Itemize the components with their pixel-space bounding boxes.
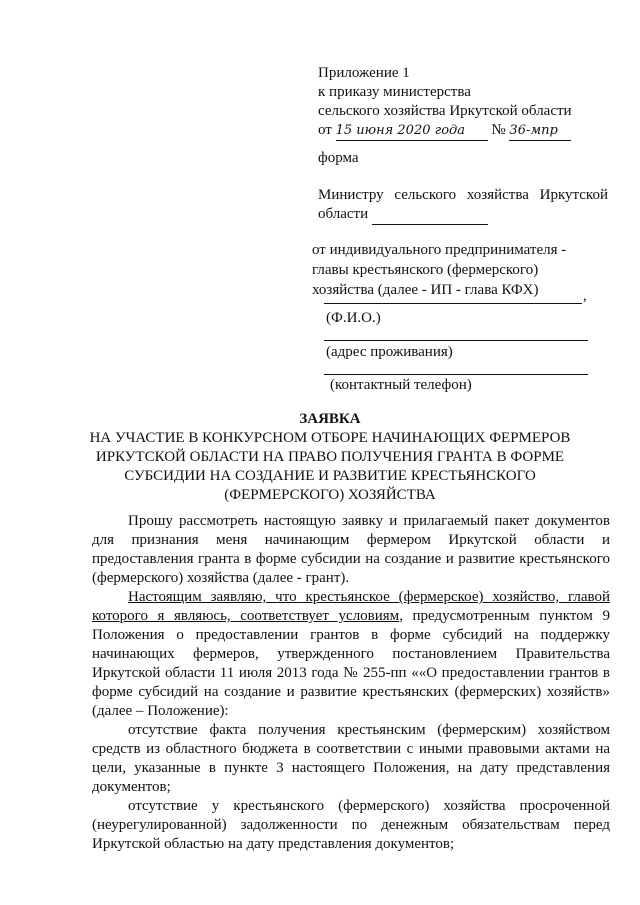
- addressee-region: области: [318, 206, 369, 222]
- document-title: [60, 410, 600, 505]
- from-line3: хозяйства (далее - ИП - глава КФХ): [312, 282, 539, 298]
- fio-comma: ,: [583, 288, 587, 304]
- paragraph-request: Прошу рассмотреть настоящую заявку и прилагаемый пакет документов для признания меня начинающим фермером Иркутской области и предоставления гранта в форме субсидии на создание и развитие крестьянского (фермерского) хозяйства (далее - грант).: [92, 513, 610, 586]
- declaration-rest: , предусмотренным пунктом 9 Положения о предоставлении грантов в форме субсидий на поддержку начинающих фермеров, утвержденного постановлением Правительства Иркутской области 11 июля 2013 года № 255-пп ««О предоставлении грантов в форме субсидий на создание и развитие крестьянских (фермерских) хозяйств» (далее – Положение):: [92, 608, 610, 719]
- from-line2: главы крестьянского (фермерского): [312, 262, 539, 278]
- appendix-number: Приложение 1: [318, 65, 410, 81]
- phone-caption: (контактный телефон): [330, 377, 472, 393]
- title-line1: НА УЧАСТИЕ В КОНКУРСНОМ ОТБОРЕ НАЧИНАЮЩИХ ФЕРМЕРОВ: [89, 430, 571, 446]
- addressee-block: [318, 186, 608, 225]
- number-prefix: №: [491, 122, 506, 138]
- address-blank-line: [324, 340, 588, 341]
- paragraph-declaration: [92, 588, 610, 721]
- addressee-line1: Министру сельского хозяйства Иркутской: [318, 187, 608, 203]
- declaration-underlined: Настоящим заявляю, что крестьянское (фермерское) хозяйство, главой которого я являюсь, соответствует условиям: [92, 589, 610, 624]
- date-prefix: от: [318, 122, 332, 138]
- addressee-blank: [372, 205, 488, 225]
- title-line2: ИРКУТСКОЙ ОБЛАСТИ НА ПРАВО ПОЛУЧЕНИЯ ГРАНТА В ФОРМЕ: [95, 449, 565, 465]
- handwritten-date: 15 июня 2020 года: [336, 121, 488, 141]
- form-label: форма: [318, 150, 359, 166]
- title-line4: (ФЕРМЕРСКОГО) ХОЗЯЙСТВА: [224, 487, 436, 503]
- from-line1: от индивидуального предпринимателя -: [312, 242, 567, 258]
- fio-blank-line: [324, 303, 582, 304]
- paragraph-condition-1: отсутствие факта получения крестьянским (фермерским) хозяйством средств из областного бюджета в соответствии с иными правовыми актами на цели, указанные в пункте 3 настоящего Положения, на дату представления документов;: [92, 722, 610, 795]
- phone-blank-line: [324, 374, 588, 375]
- appendix-header: [318, 64, 572, 141]
- handwritten-number: 36-мпр: [509, 121, 571, 141]
- appendix-date-number-line: [318, 121, 572, 141]
- appendix-ministry: сельского хозяйства Иркутской области: [318, 103, 572, 119]
- appendix-order-ref: к приказу министерства: [318, 84, 471, 100]
- from-block: [312, 240, 566, 300]
- paragraph-condition-2: отсутствие у крестьянского (фермерского) хозяйства просроченной (неурегулированной) задолженности по денежным обязательствам перед Иркутской областью на дату представления документов;: [92, 798, 610, 852]
- addressee-line2: [318, 205, 608, 225]
- address-caption: (адрес проживания): [326, 344, 453, 360]
- title-line3: СУБСИДИИ НА СОЗДАНИЕ И РАЗВИТИЕ КРЕСТЬЯНСКОГО: [124, 468, 536, 484]
- fio-caption: (Ф.И.О.): [326, 310, 381, 326]
- document-body: [92, 512, 610, 854]
- title-main: ЗАЯВКА: [299, 411, 361, 427]
